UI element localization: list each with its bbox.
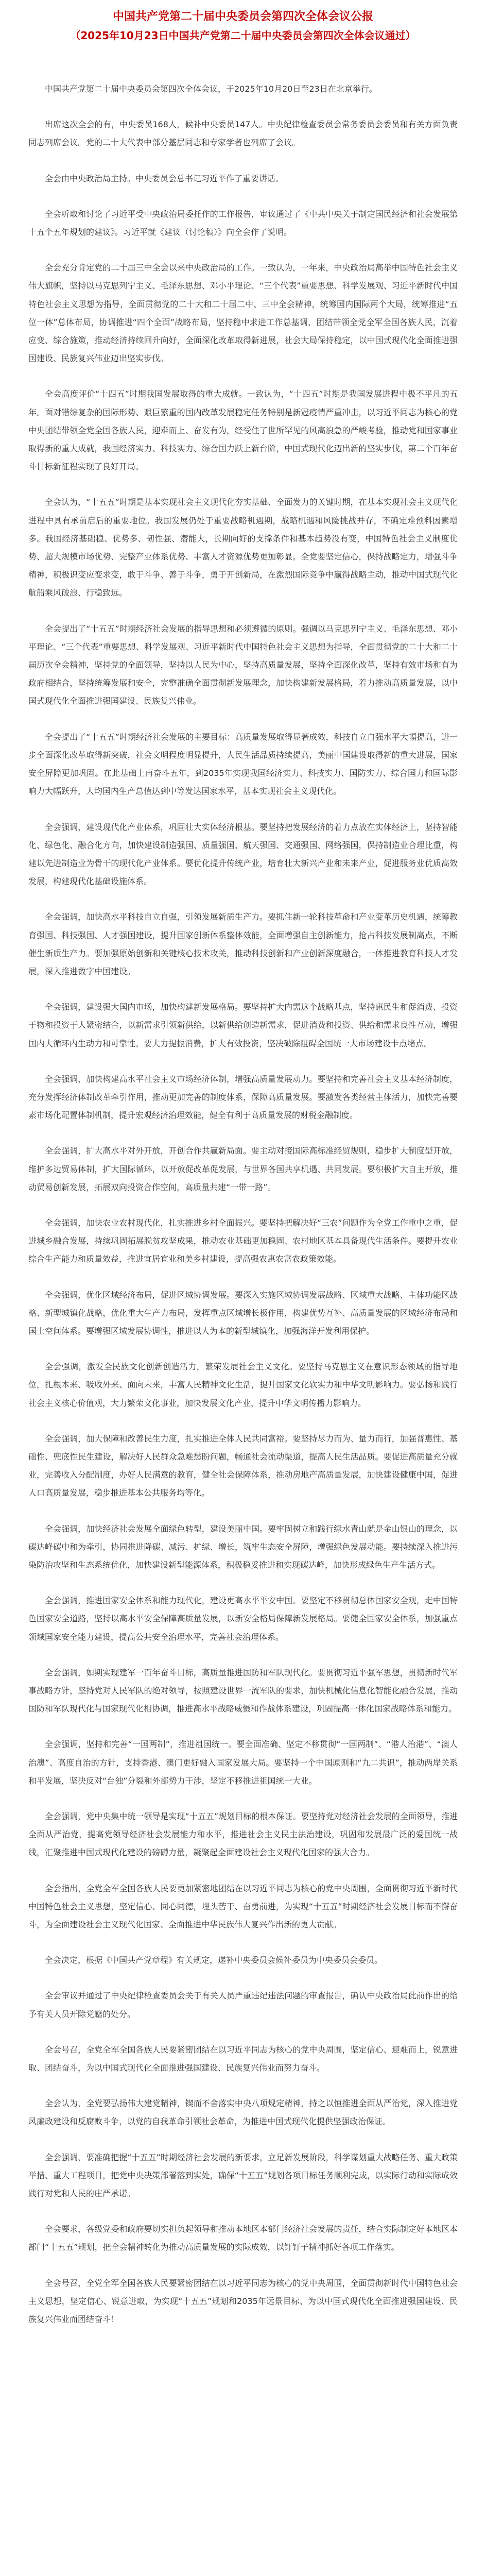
paragraph: 全会决定，根据《中国共产党章程》有关规定，递补中央委员会候补委员为中央委员会委员。: [45, 1955, 383, 1965]
paragraph: 全会强调，建设强大国内市场，加快构建新发展格局。要坚持扩大内需这个战略基点，坚持惠民生和促消费、投资于物和投资于人紧密结合，以新需求引领新供给，以新供给创造新需求，促进消费和投资、供给和需求良性互动，增强国内大循环内生动力和可靠性。要大力提振消费，扩大有效投资，坚决破除阻碍全国统一大市场建设卡点堵点。: [28, 1002, 458, 1048]
paragraph: 全会强调，要准确把握“十五五”时期经济社会发展的新要求，立足新发展阶段，科学谋划重大战略任务、重大政策举措、重大工程项目，把党中央决策部署落到实处，确保“十五五”规划各项目标任务顺利完成，以实际行动和实际成效践行对党和人民的庄严承诺。: [28, 2152, 458, 2199]
paragraph: 全会强调，加快高水平科技自立自强，引领发展新质生产力。要抓住新一轮科技革命和产业变革历史机遇，统筹教育强国、科技强国、人才强国建设，提升国家创新体系整体效能，全面增强自主创新能力，抢占科技发展制高点，不断催生新质生产力。要加强原始创新和关键核心技术攻关，推动科技创新和产业创新深度融合，一体推进教育科技人才发展，深入推进数字中国建设。: [28, 912, 458, 976]
paragraph: 全会充分肯定党的二十届三中全会以来中央政治局的工作。一致认为，一年来，中央政治局高举中国特色社会主义伟大旗帜，坚持以马克思列宁主义、毛泽东思想、邓小平理论、“三个代表”重要思想、科学发展观、习近平新时代中国特色社会主义思想为指导，全面贯彻党的二十大和二十届二中、三中全会精神，统筹国内国际两个大局，统筹推进“五位一体”总体布局，协调推进“四个全面”战略布局，坚持稳中求进工作总基调，团结带领全党全军全国各族人民，沉着应变、综合施策，推动经济持续回升向好，全面深化改革取得新进展，社会大局保持稳定，以中国式现代化全面推进强国建设、民族复兴伟业迈出坚实步伐。: [28, 263, 458, 364]
paragraph: 全会强调，党中央集中统一领导是实现“十五五”规划目标的根本保证。要坚持党对经济社会发展的全面领导，推进全面从严治党，提高党领导经济社会发展能力和水平，推进社会主义民主法治建设，巩固和发展最广泛的爱国统一战线，汇聚推进中国式现代化建设的磅礴力量，凝聚起全面建设社会主义现代化国家的强大合力。: [28, 1811, 458, 1858]
paragraph: 全会强调，如期实现建军一百年奋斗目标，高质量推进国防和军队现代化。要贯彻习近平强军思想，贯彻新时代军事战略方针，坚持党对人民军队的绝对领导，按照建设世界一流军队的要求，加快机械化信息化智能化融合发展，推动国防和军队现代化与国家现代化相协调，推进高水平战略威慑和作战体系建设，巩固提高一体化国家战略体系和能力。: [28, 1667, 458, 1714]
paragraph: 全会提出了“十五五”时期经济社会发展的主要目标：高质量发展取得显著成效，科技自立自强水平大幅提高，进一步全面深化改革取得新突破，社会文明程度明显提升，人民生活品质持续提高，美丽中国建设取得新的重大进展，国家安全屏障更加巩固。在此基础上再奋斗五年，到2035年实现我国经济实力、科技实力、国防实力、综合国力和国际影响力大幅跃升，人均国内生产总值达到中等发达国家水平，基本实现社会主义现代化。: [28, 732, 458, 796]
paragraph: 全会认为，“十五五”时期是基本实现社会主义现代化夯实基础、全面发力的关键时期，在基本实现社会主义现代化进程中具有承前启后的重要地位。我国发展仍处于重要战略机遇期，战略机遇和风险挑战并存，不确定难预料因素增多。我国经济基础稳、优势多、韧性强、潜能大，长期向好的支撑条件和基本趋势没有变，中国特色社会主义制度优势、超大规模市场优势、完整产业体系优势、丰富人才资源优势更加彰显。全党要坚定信心，保持战略定力，增强斗争精神，积极识变应变求变，敢于斗争、善于斗争，勇于开创新局，在激烈国际竞争中赢得战略主动，推动中国式现代化航船乘风破浪、行稳致远。: [28, 497, 458, 598]
document-title: 中国共产党第二十届中央委员会第四次全体会议公报: [112, 10, 373, 23]
paragraph: 全会审议并通过了中央纪律检查委员会关于有关人员严重违纪违法问题的审查报告，确认中央政治局此前作出的给予有关人员开除党籍的处分。: [28, 1991, 458, 2019]
paragraph: 全会强调，加快构建高水平社会主义市场经济体制，增强高质量发展动力。要坚持和完善社会主义基本经济制度，充分发挥经济体制改革牵引作用，推动更加完善的制度体系，保障高质量发展。要激发各类经营主体活力，加快完善要素市场化配置体制机制，提升宏观经济治理效能，健全有利于高质量发展的财税金融制度。: [28, 1074, 458, 1121]
document-subtitle: （2025年10月23日中国共产党第二十届中央委员会第四次全体会议通过）: [70, 29, 416, 42]
paragraph: 全会强调，建设现代化产业体系，巩固壮大实体经济根基。要坚持把发展经济的着力点放在实体经济上，坚持智能化、绿色化、融合化方向，加快建设制造强国、质量强国、航天强国、交通强国、网络强国，保持制造业合理比重，构建以先进制造业为骨干的现代化产业体系。要优化提升传统产业，培育壮大新兴产业和未来产业，促进服务业优质高效发展，构建现代化基础设施体系。: [28, 822, 458, 887]
paragraph: 全会指出，全党全军全国各族人民要更加紧密地团结在以习近平同志为核心的党中央周围，全面贯彻习近平新时代中国特色社会主义思想，坚定信心、同心同德，埋头苦干、奋勇前进，为实现“十五五”时期经济社会发展目标而不懈奋斗，为全面建设社会主义现代化国家、全面推进中华民族伟大复兴作出新的更大贡献。: [28, 1883, 458, 1930]
article-body: [28, 80, 458, 2346]
paragraph: 全会强调，扩大高水平对外开放，开创合作共赢新局面。要主动对接国际高标准经贸规则，稳步扩大制度型开放，维护多边贸易体制，扩大国际循环，以开放促改革促发展，与世界各国共享机遇、共同发展。要积极扩大自主开放，推动贸易创新发展，拓展双向投资合作空间，高质量共建“一带一路”。: [28, 1146, 458, 1192]
paragraph: 全会强调，加快经济社会发展全面绿色转型，建设美丽中国。要牢固树立和践行绿水青山就是金山银山的理念，以碳达峰碳中和为牵引，协同推进降碳、减污、扩绿、增长，筑牢生态安全屏障，增强绿色发展动能。要持续深入推进污染防治攻坚和生态系统优化，加快建设新型能源体系，积极稳妥推进和实现碳达峰，加快形成绿色生产生活方式。: [28, 1523, 458, 1570]
paragraph: 中国共产党第二十届中央委员会第四次全体会议，于2025年10月20日至23日在北京举行。: [45, 84, 377, 94]
paragraph: 全会强调，激发全民族文化创新创造活力，繁荣发展社会主义文化。要坚持马克思主义在意识形态领域的指导地位，扎根本来、吸收外来、面向未来，丰富人民精神文化生活，提升国家文化软实力和中华文明影响力。要弘扬和践行社会主义核心价值观，大力繁荣文化事业，加快发展文化产业，提升中华文明传播力影响力。: [28, 1362, 458, 1408]
paragraph: 全会认为，全党要弘扬伟大建党精神，锲而不舍落实中央八项规定精神，持之以恒推进全面从严治党，深入推进党风廉政建设和反腐败斗争，以党的自我革命引领社会革命，为推进中国式现代化提供坚强政治保证。: [28, 2098, 458, 2127]
paragraph: 全会强调，推进国家安全体系和能力现代化，建设更高水平平安中国。要坚定不移贯彻总体国家安全观，走中国特色国家安全道路，坚持以高水平安全保障高质量发展，以新安全格局保障新发展格局。要健全国家安全体系，加强重点领域国家安全能力建设，提高公共安全治理水平，完善社会治理体系。: [28, 1596, 458, 1642]
paragraph: 全会强调，坚持和完善“一国两制”，推进祖国统一。要全面准确、坚定不移贯彻“一国两制”、“港人治港”、“澳人治澳”、高度自治的方针，支持香港、澳门更好融入国家发展大局。要坚持一个中国原则和“九二共识”，推动两岸关系和平发展，坚决反对“台独”分裂和外部势力干涉，坚定不移推进祖国统一大业。: [28, 1739, 458, 1786]
paragraph: 全会强调，加大保障和改善民生力度，扎实推进全体人民共同富裕。要坚持尽力而为、量力而行，加强普惠性、基础性、兜底性民生建设，解决好人民群众急难愁盼问题，畅通社会流动渠道，提高人民生活品质。要促进高质量充分就业，完善收入分配制度，办好人民满意的教育，健全社会保障体系，推动房地产高质量发展，加快建设健康中国，促进人口高质量发展，稳步推进基本公共服务均等化。: [28, 1433, 458, 1498]
paragraph: 全会强调，优化区域经济布局，促进区域协调发展。要深入实施区域协调发展战略、区域重大战略、主体功能区战略、新型城镇化战略，优化重大生产力布局，发挥重点区域增长极作用，构建优势互补、高质量发展的区域经济布局和国土空间体系。要增强区域发展协调性，推进以人为本的新型城镇化，加强海洋开发利用保护。: [28, 1290, 458, 1336]
paragraph: 全会强调，加快农业农村现代化，扎实推进乡村全面振兴。要坚持把解决好“三农”问题作为全党工作重中之重，促进城乡融合发展，持续巩固拓展脱贫攻坚成果，推动农业基础更加稳固、农村地区基本具备现代生活条件。要提升农业综合生产能力和质量效益，推进宜居宜业和美乡村建设，提高强农惠农富农政策效能。: [28, 1217, 458, 1264]
paragraph: 全会号召，全党全军全国各族人民要紧密团结在以习近平同志为核心的党中央周围，坚定信心、迎难而上，锐意进取、团结奋斗，为以中国式现代化全面推进强国建设、民族复兴伟业而努力奋斗。: [28, 2044, 458, 2073]
paragraph: 全会高度评价“十四五”时期我国发展取得的重大成就。一致认为，“十四五”时期是我国发展进程中极不平凡的五年。面对错综复杂的国际形势、艰巨繁重的国内改革发展稳定任务特别是新冠疫情严重冲击，以习近平同志为核心的党中央团结带领全党全国各族人民，迎难而上、奋发有为，经受住了世所罕见的风高浪急的严峻考验，推动党和国家事业取得新的重大成就，我国经济实力、科技实力、综合国力跃上新台阶，中国式现代化迈出新的坚实步伐，第二个百年奋斗目标新征程实现了良好开局。: [28, 389, 458, 472]
title-block: [0, 9, 486, 43]
paragraph: 出席这次全会的有，中央委员168人，候补中央委员147人。中央纪律检查委员会常务委员会委员和有关方面负责同志列席会议。党的二十大代表中部分基层同志和专家学者也列席了会议。: [28, 120, 458, 148]
paragraph: 全会要求，各级党委和政府要切实担负起领导和推动本地区本部门经济社会发展的责任，结合实际制定好本地区本部门“十五五”规划，把全会精神转化为推动高质量发展的实际成效，以钉钉子精神抓好各项工作落实。: [28, 2224, 458, 2252]
paragraph: 全会由中央政治局主持。中央委员会总书记习近平作了重要讲话。: [45, 173, 284, 183]
paragraph: 全会号召，全党全军全国各族人民要紧密团结在以习近平同志为核心的党中央周围，全面贯彻新时代中国特色社会主义思想，坚定信心、锐意进取，为实现“十五五”规划和2035年远景目标、为以中国式现代化全面推进强国建设、民族复兴伟业而团结奋斗！: [28, 2278, 458, 2325]
paragraph: 全会听取和讨论了习近平受中央政治局委托作的工作报告，审议通过了《中共中央关于制定国民经济和社会发展第十五个五年规划的建议》。习近平就《建议（讨论稿）》向全会作了说明。: [28, 209, 458, 238]
paragraph: 全会提出了“十五五”时期经济社会发展的指导思想和必须遵循的原则。强调以马克思列宁主义、毛泽东思想、邓小平理论、“三个代表”重要思想、科学发展观、习近平新时代中国特色社会主义思想为指导，全面贯彻党的二十大和二十届历次全会精神，坚持党的全面领导，坚持以人民为中心，坚持高质量发展，坚持全面深化改革，坚持有效市场和有为政府相结合，坚持统筹发展和安全，完整准确全面贯彻新发展理念，加快构建新发展格局，着力推动高质量发展，以中国式现代化全面推进强国建设、民族复兴伟业。: [28, 623, 458, 706]
